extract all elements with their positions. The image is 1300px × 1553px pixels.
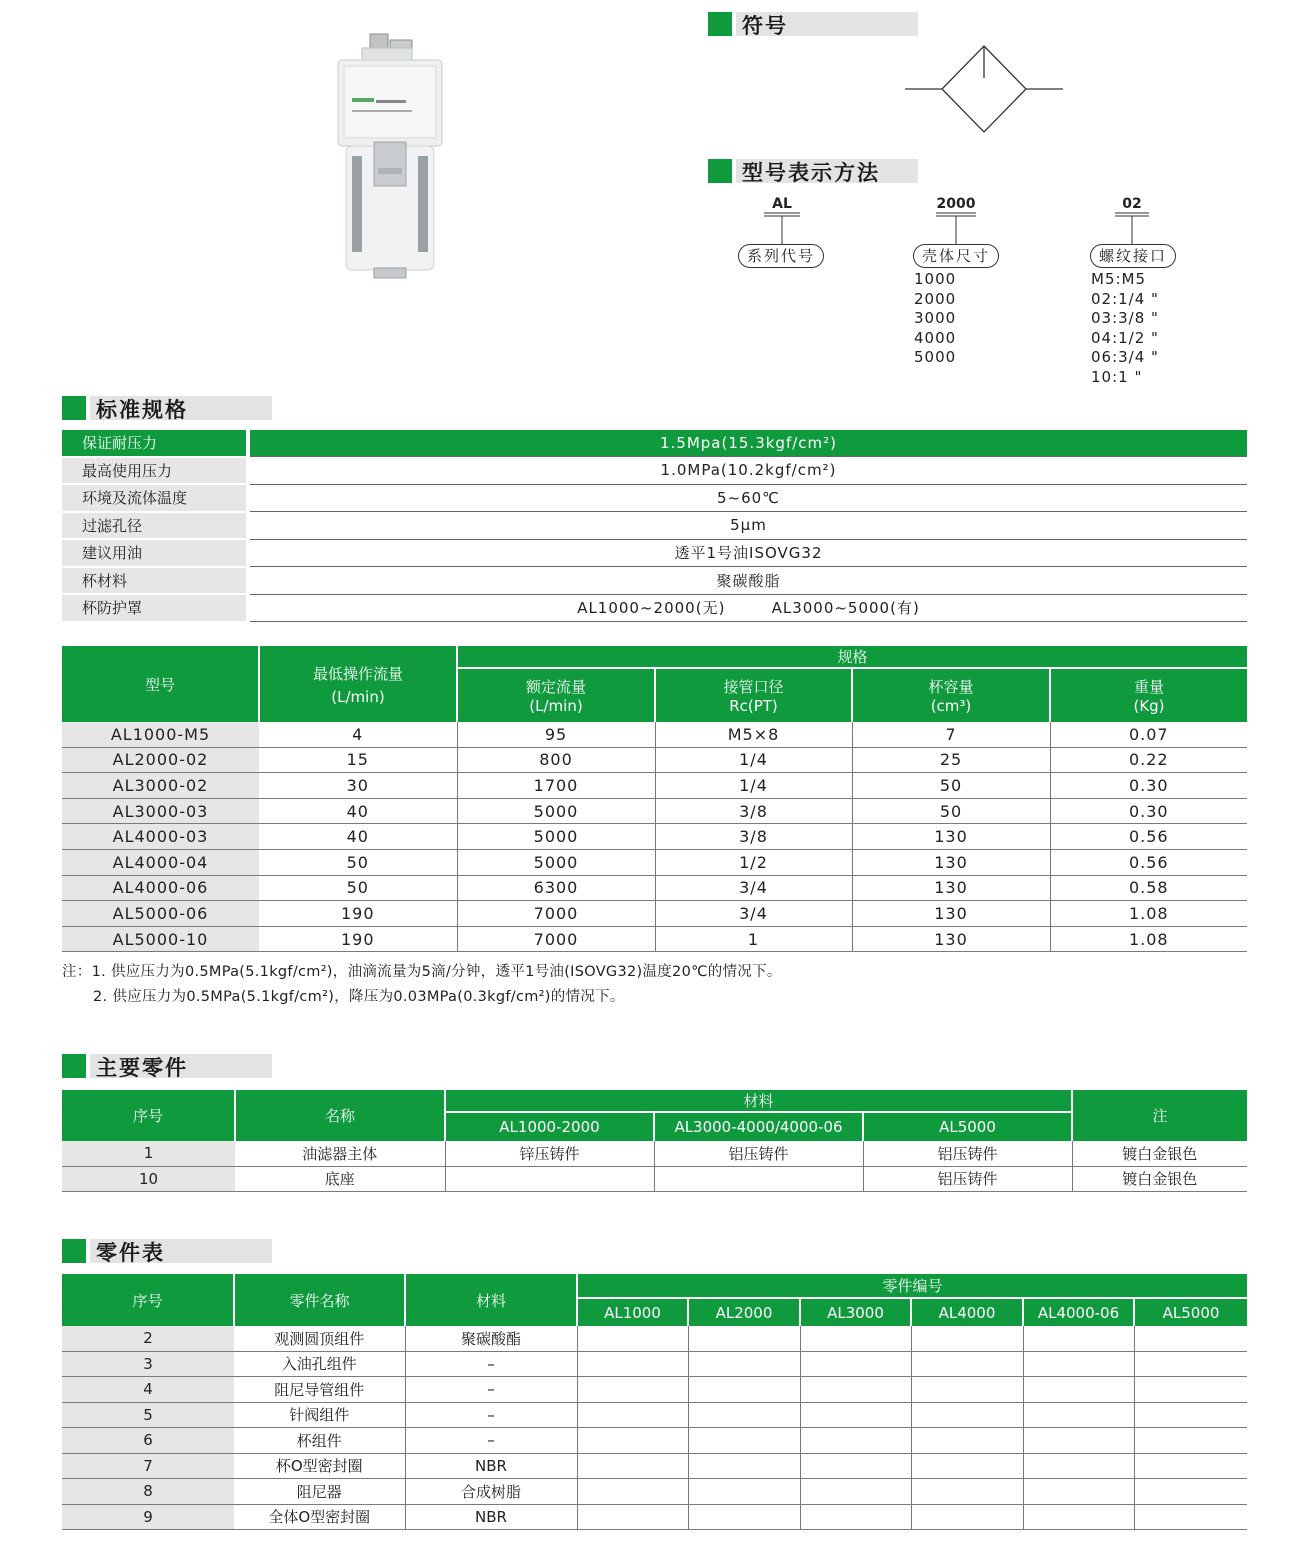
table-cell: 10	[62, 1166, 235, 1192]
table-cell: 聚碳酸酯	[405, 1326, 577, 1351]
table-cell	[688, 1453, 800, 1479]
table-cell: AL1000-M5	[62, 722, 259, 747]
table-cell	[1134, 1402, 1247, 1428]
table-cell	[1023, 1377, 1134, 1403]
table-cell	[688, 1479, 800, 1505]
table-cell: 5000	[457, 798, 655, 824]
table-cell: 1.08	[1050, 901, 1247, 927]
section-marker	[62, 396, 86, 420]
table-cell: 0.30	[1050, 773, 1247, 799]
table-cell: 底座	[235, 1166, 445, 1192]
thread-port-value: M5:M5	[1091, 270, 1147, 288]
table-cell: 阻尼器	[234, 1479, 405, 1505]
table-cell	[1134, 1428, 1247, 1454]
header-spec-group: 规格	[457, 646, 1247, 668]
parts-list-section-title: 零件表	[96, 1241, 165, 1265]
table-cell	[911, 1402, 1023, 1428]
table-cell: 铝压铸件	[863, 1166, 1072, 1192]
parts-list-table-body	[62, 1326, 1247, 1530]
table-cell: 800	[457, 747, 655, 773]
spec-key: 最高使用压力	[62, 457, 246, 485]
note-2: 2. 供应压力为0.5MPa(5.1kgf/cm²)，降压为0.03MPa(0.3kgf/cm²)的情况下。	[93, 989, 625, 1005]
table-cell	[800, 1326, 911, 1351]
body-size-value: 3000	[914, 309, 957, 328]
code-series: AL	[772, 196, 792, 212]
spec-table	[62, 430, 1247, 623]
table-cell: 铝压铸件	[654, 1141, 863, 1166]
spec-section-title: 标准规格	[96, 398, 188, 422]
spec-row	[62, 430, 1247, 457]
table-cell: 3/8	[655, 824, 852, 850]
header-bowl-unit: (cm³)	[930, 697, 972, 715]
section-marker	[708, 12, 732, 36]
spec-row	[62, 539, 1247, 567]
section-marker	[62, 1239, 86, 1263]
table-cell: 3	[62, 1351, 234, 1377]
table-row	[62, 824, 1247, 850]
table-cell: 130	[852, 824, 1050, 850]
table-cell: 1.08	[1050, 926, 1247, 952]
table-cell: 1	[655, 926, 852, 952]
label-body-size: 壳体尺寸	[913, 244, 999, 268]
table-cell: 1700	[457, 773, 655, 799]
table-cell	[1134, 1479, 1247, 1505]
header-bowl-label: 杯容量	[928, 678, 974, 696]
table-cell	[1023, 1351, 1134, 1377]
table-cell	[1023, 1428, 1134, 1454]
header-no: 序号	[62, 1274, 234, 1326]
thread-port-value: 03:3/8 "	[1091, 309, 1159, 328]
table-cell: 50	[852, 773, 1050, 799]
table-cell	[445, 1166, 654, 1192]
header-material-al3000-4000: AL3000-4000/4000-06	[654, 1112, 863, 1141]
table-cell	[688, 1428, 800, 1454]
table-cell: 镀白金银色	[1072, 1166, 1247, 1192]
header-port-label: 接管口径	[723, 678, 784, 696]
table-row	[62, 1377, 1247, 1403]
table-cell: 0.56	[1050, 824, 1247, 850]
table-row	[62, 1402, 1247, 1428]
table-cell	[577, 1351, 688, 1377]
table-cell	[577, 1377, 688, 1403]
table-cell: 1/4	[655, 773, 852, 799]
table-cell: 30	[259, 773, 457, 799]
table-cell	[577, 1453, 688, 1479]
body-size-value: 4000	[914, 328, 957, 347]
label-series-code: 系列代号	[738, 244, 824, 268]
table-cell: 0.07	[1050, 722, 1247, 747]
table-cell	[577, 1504, 688, 1530]
table-cell	[688, 1504, 800, 1530]
table-row	[62, 722, 1247, 747]
thread-port-value: 04:1/2 "	[1091, 328, 1159, 347]
spec-row	[62, 484, 1247, 512]
table-cell	[688, 1326, 800, 1351]
header-model-al4000-06: AL4000-06	[1023, 1298, 1134, 1326]
table-cell: 190	[259, 926, 457, 952]
table-row	[62, 1453, 1247, 1479]
thread-port-value: 06:3/4 "	[1091, 348, 1159, 367]
table-cell: AL3000-03	[62, 798, 259, 824]
table-cell	[577, 1428, 688, 1454]
table-cell: 镀白金银色	[1072, 1141, 1247, 1166]
table-cell: –	[405, 1351, 577, 1377]
table-cell: 4	[62, 1377, 234, 1403]
table-row	[62, 1504, 1247, 1530]
header-material: 材料	[445, 1090, 1072, 1112]
spec-value: 透平1号油ISOVG32	[250, 539, 1247, 567]
table-cell	[800, 1402, 911, 1428]
table-cell: 5000	[457, 824, 655, 850]
spec-row	[62, 512, 1247, 540]
table-cell: 130	[852, 875, 1050, 901]
header-min-flow-label: 最低操作流量	[312, 664, 403, 683]
table-cell: 7000	[457, 926, 655, 952]
table-cell	[911, 1351, 1023, 1377]
table-cell: 1/2	[655, 849, 852, 875]
lubricator-symbol-diagram	[900, 44, 1066, 136]
table-cell: 15	[259, 747, 457, 773]
body-size-value: 2000	[914, 289, 957, 308]
table-cell: 锌压铸件	[445, 1141, 654, 1166]
table-cell	[800, 1479, 911, 1505]
section-marker	[708, 159, 732, 183]
table-row	[62, 875, 1247, 901]
header-min-flow	[259, 646, 457, 722]
table-cell: 0.30	[1050, 798, 1247, 824]
header-model-al1000: AL1000	[577, 1298, 688, 1326]
table-cell: AL4000-06	[62, 875, 259, 901]
table-cell	[911, 1326, 1023, 1351]
table-cell: 6300	[457, 875, 655, 901]
header-model-al2000: AL2000	[688, 1298, 800, 1326]
table-cell: 130	[852, 901, 1050, 927]
header-weight-label: 重量	[1134, 678, 1165, 696]
table-cell	[800, 1504, 911, 1530]
table-cell: 杯组件	[234, 1428, 405, 1454]
table-cell: 3/4	[655, 901, 852, 927]
table-cell	[577, 1479, 688, 1505]
header-part-name: 零件名称	[234, 1274, 405, 1326]
thread-port-value: 02:1/4 "	[1091, 289, 1159, 308]
table-row	[62, 798, 1247, 824]
body-size-value: 1000	[914, 270, 957, 288]
code-connector	[932, 211, 980, 245]
table-cell: 0.58	[1050, 875, 1247, 901]
table-cell: 3/4	[655, 875, 852, 901]
spec-key: 建议用油	[62, 539, 246, 567]
spec-key: 杯材料	[62, 567, 246, 595]
spec-key: 杯防护罩	[62, 594, 246, 622]
spec-value: 1.5Mpa(15.3kgf/cm²)	[250, 430, 1247, 457]
table-cell	[911, 1453, 1023, 1479]
spec-key: 保证耐压力	[62, 430, 246, 457]
header-name: 名称	[235, 1090, 445, 1141]
header-port-unit: Rc(PT)	[729, 697, 778, 715]
table-cell: 50	[259, 849, 457, 875]
header-rated-flow-label: 额定流量	[525, 678, 586, 696]
table-cell	[911, 1504, 1023, 1530]
table-cell: AL4000-04	[62, 849, 259, 875]
table-cell	[1134, 1326, 1247, 1351]
table-cell: 针阀组件	[234, 1402, 405, 1428]
table-cell: AL2000-02	[62, 747, 259, 773]
table-cell	[1023, 1479, 1134, 1505]
table-cell: 杯O型密封圈	[234, 1453, 405, 1479]
header-model-al4000: AL4000	[911, 1298, 1023, 1326]
table-cell	[688, 1402, 800, 1428]
table-cell	[1134, 1504, 1247, 1530]
table-row	[62, 1326, 1247, 1351]
table-row	[62, 1479, 1247, 1505]
code-thread-port: 02	[1122, 196, 1142, 212]
header-material-al1000-2000: AL1000-2000	[445, 1112, 654, 1141]
spec-row	[62, 594, 1247, 622]
models-table-body	[62, 722, 1247, 952]
table-cell	[1134, 1351, 1247, 1377]
table-cell: –	[405, 1428, 577, 1454]
table-cell: 0.22	[1050, 747, 1247, 773]
table-cell: 阻尼导管组件	[234, 1377, 405, 1403]
spec-key: 环境及流体温度	[62, 484, 246, 512]
table-cell: 观测圆顶组件	[234, 1326, 405, 1351]
header-model-al3000: AL3000	[800, 1298, 911, 1326]
spec-key: 过滤孔径	[62, 512, 246, 540]
parts-list-table	[62, 1274, 1247, 1530]
table-cell: 5	[62, 1402, 234, 1428]
header-no: 序号	[62, 1090, 235, 1141]
main-parts-table-body	[62, 1141, 1247, 1192]
header-model: 型号	[62, 646, 259, 722]
table-cell	[911, 1377, 1023, 1403]
table-cell: 5000	[457, 849, 655, 875]
lubricator-product-image	[330, 30, 450, 286]
table-cell: 1	[62, 1141, 235, 1166]
code-body-size: 2000	[936, 196, 976, 212]
table-cell	[1023, 1453, 1134, 1479]
table-cell: 2	[62, 1326, 234, 1351]
code-connector	[760, 211, 804, 245]
main-parts-section-title: 主要零件	[96, 1056, 188, 1080]
header-note: 注	[1072, 1090, 1247, 1141]
label-thread-port: 螺纹接口	[1090, 244, 1176, 268]
header-model-al5000: AL5000	[1134, 1298, 1247, 1326]
table-cell: AL5000-06	[62, 901, 259, 927]
header-rated-flow	[457, 668, 655, 722]
spec-value: 5μm	[250, 512, 1247, 540]
table-cell: 1/4	[655, 747, 852, 773]
table-cell: 40	[259, 824, 457, 850]
table-cell	[911, 1428, 1023, 1454]
table-cell: 3/8	[655, 798, 852, 824]
table-cell	[688, 1351, 800, 1377]
table-cell: 130	[852, 849, 1050, 875]
table-cell: 油滤器主体	[235, 1141, 445, 1166]
table-cell: 铝压铸件	[863, 1141, 1072, 1166]
table-cell: NBR	[405, 1504, 577, 1530]
header-part-number: 零件编号	[577, 1274, 1247, 1298]
table-cell: 40	[259, 798, 457, 824]
header-material: 材料	[405, 1274, 577, 1326]
table-cell: 7000	[457, 901, 655, 927]
header-weight-unit: (Kg)	[1133, 697, 1165, 715]
spec-row	[62, 457, 1247, 485]
spec-value: 1.0MPa(10.2kgf/cm²)	[250, 457, 1247, 485]
table-cell: AL4000-03	[62, 824, 259, 850]
table-cell: –	[405, 1402, 577, 1428]
table-cell: 50	[852, 798, 1050, 824]
table-cell	[1023, 1402, 1134, 1428]
table-cell: 190	[259, 901, 457, 927]
code-connector	[1112, 211, 1152, 245]
header-min-flow-unit: (L/min)	[331, 687, 385, 706]
header-material-al5000: AL5000	[863, 1112, 1072, 1141]
table-cell: 8	[62, 1479, 234, 1505]
table-cell: 6	[62, 1428, 234, 1454]
table-cell	[800, 1428, 911, 1454]
note-1: 注：1. 供应压力为0.5MPa(5.1kgf/cm²)，油滴流量为5滴/分钟，透平1号油(ISOVG32)温度20℃的情况下。	[62, 964, 782, 980]
thread-port-value: 10:1 "	[1091, 367, 1143, 386]
table-cell: –	[405, 1377, 577, 1403]
table-cell: NBR	[405, 1453, 577, 1479]
table-cell: 25	[852, 747, 1050, 773]
table-row	[62, 747, 1247, 773]
thread-port-values	[1091, 270, 1159, 388]
spec-value: 聚碳酸脂	[250, 567, 1247, 595]
table-cell	[800, 1351, 911, 1377]
table-cell	[911, 1479, 1023, 1505]
spec-value: 5~60℃	[250, 484, 1247, 512]
body-size-value: 5000	[914, 348, 957, 367]
table-row	[62, 849, 1247, 875]
table-row	[62, 1141, 1247, 1166]
table-row	[62, 773, 1247, 799]
table-cell: AL5000-10	[62, 926, 259, 952]
models-notes	[62, 960, 782, 1010]
table-cell	[800, 1453, 911, 1479]
spec-row	[62, 567, 1247, 595]
table-row	[62, 1351, 1247, 1377]
table-cell: 130	[852, 926, 1050, 952]
table-cell: 合成树脂	[405, 1479, 577, 1505]
table-cell	[1023, 1504, 1134, 1530]
table-cell: 4	[259, 722, 457, 747]
table-cell	[800, 1377, 911, 1403]
section-marker	[62, 1054, 86, 1078]
table-cell	[577, 1326, 688, 1351]
table-cell: M5×8	[655, 722, 852, 747]
table-cell	[1023, 1326, 1134, 1351]
table-cell: 全体O型密封圈	[234, 1504, 405, 1530]
header-bowl	[852, 668, 1050, 722]
table-cell	[654, 1166, 863, 1192]
body-size-values	[914, 270, 956, 368]
table-cell: 50	[259, 875, 457, 901]
table-cell: 95	[457, 722, 655, 747]
table-row	[62, 1428, 1247, 1454]
table-cell	[1134, 1453, 1247, 1479]
header-rated-flow-unit: (L/min)	[529, 697, 583, 715]
table-cell: 入油孔组件	[234, 1351, 405, 1377]
table-cell: AL3000-02	[62, 773, 259, 799]
table-row	[62, 926, 1247, 952]
table-cell: 7	[852, 722, 1050, 747]
table-row	[62, 901, 1247, 927]
table-cell	[577, 1402, 688, 1428]
spec-value: AL1000~2000(无) AL3000~5000(有)	[250, 594, 1247, 622]
header-weight	[1050, 668, 1247, 722]
symbol-section-title: 符号	[742, 14, 788, 38]
models-table	[62, 646, 1247, 952]
main-parts-table	[62, 1090, 1247, 1192]
model-section-title: 型号表示方法	[742, 161, 880, 185]
header-port	[655, 668, 852, 722]
table-cell	[1134, 1377, 1247, 1403]
table-cell: 7	[62, 1453, 234, 1479]
table-row	[62, 1166, 1247, 1192]
table-cell	[688, 1377, 800, 1403]
table-cell: 9	[62, 1504, 234, 1530]
table-cell: 0.56	[1050, 849, 1247, 875]
